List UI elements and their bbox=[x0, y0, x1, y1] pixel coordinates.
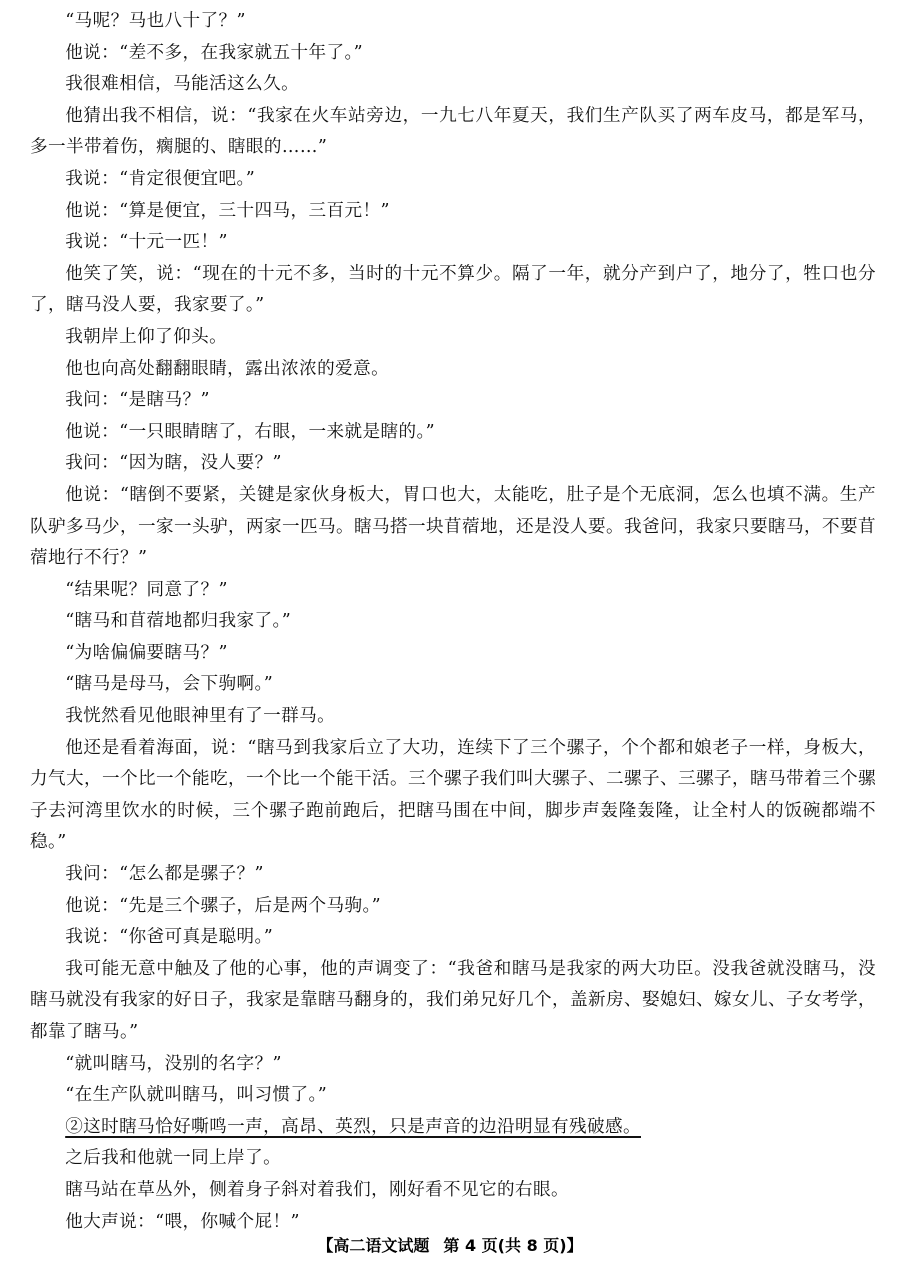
paragraph: 他笑了笑，说：“现在的十元不多，当时的十元不算少。隔了一年，就分产到户了，地分了，牲口也分了，瞎马没人要，我家要了。” bbox=[30, 263, 876, 316]
paragraph: “瞎马是母马，会下驹啊。” bbox=[65, 674, 274, 695]
paragraph: 他说：“瞎倒不要紧，关键是家伙身板大，胃口也大，太能吃，肚子是个无底洞，怎么也填不满。生产队驴多马少，一家一头驴，两家一匹马。瞎马搭一块苜蓿地，还是没人要。我爸问，我家只要瞎马，不要苜蓿地行不行？” bbox=[30, 484, 876, 569]
paragraph: “结果呢？同意了？” bbox=[65, 579, 228, 600]
paragraph: “为啥偏偏要瞎马？” bbox=[65, 642, 228, 663]
paragraph: 之后我和他就一同上岸了。 bbox=[65, 1148, 282, 1169]
paragraph: 他也向高处翻翻眼睛，露出浓浓的爱意。 bbox=[65, 358, 390, 379]
paragraph: 他说：“先是三个骡子，后是两个马驹。” bbox=[65, 895, 382, 916]
paragraph: 他大声说：“喂，你喊个屁！” bbox=[65, 1211, 300, 1232]
underlined-sentence: ②这时瞎马恰好嘶鸣一声，高昂、英烈，只是声音的边沿明显有残破感。 bbox=[65, 1116, 641, 1137]
paragraph: 他说：“一只眼睛瞎了，右眼，一来就是瞎的。” bbox=[65, 421, 436, 442]
paragraph: “瞎马和苜蓿地都归我家了。” bbox=[65, 611, 292, 632]
paragraph: 我说：“肯定很便宜吧。” bbox=[65, 168, 256, 189]
paragraph: 我问：“怎么都是骡子？” bbox=[65, 864, 264, 885]
paragraph: 瞎马站在草丛外，侧着身子斜对着我们，刚好看不见它的右眼。 bbox=[65, 1179, 570, 1200]
paragraph: 我朝岸上仰了仰头。 bbox=[65, 326, 228, 347]
paragraph: 我恍然看见他眼神里有了一群马。 bbox=[65, 706, 336, 727]
paragraph: 他说：“差不多，在我家就五十年了。” bbox=[65, 42, 364, 63]
paragraph: “马呢？马也八十了？” bbox=[65, 11, 246, 31]
paragraph: “就叫瞎马，没别的名字？” bbox=[65, 1053, 282, 1074]
paragraph: 我可能无意中触及了他的心事，他的声调变了：“我爸和瞎马是我家的两大功臣。没我爸就没瞎马，没瞎马就没有我家的好日子，我家是靠瞎马翻身的，我们弟兄好几个，盖新房、娶媳妇、嫁女儿、子女考学，都靠了瞎马。” bbox=[30, 958, 876, 1042]
paragraph: 我问：“因为瞎，没人要？” bbox=[65, 453, 282, 474]
paragraph-underlined bbox=[30, 1112, 876, 1144]
paragraph: 他还是看着海面，说：“瞎马到我家后立了大功，连续下了三个骡子，个个都和娘老子一样，身板大，力气大，一个比一个能吃，一个比一个能干活。三个骡子我们叫大骡子、二骡子、三骡子，瞎马带着三个骡子去河湾里饮水的时候，三个骡子跑前跑后，把瞎马围在中间，脚步声轰隆轰隆，让全村人的饭碗都端不稳。” bbox=[30, 737, 876, 853]
passage-text bbox=[30, 6, 876, 1238]
footer-page-number: 第 4 页(共 8 页)】 bbox=[443, 1236, 583, 1255]
paragraph: 我说：“十元一匹！” bbox=[65, 232, 228, 253]
page-footer bbox=[0, 1233, 900, 1256]
paragraph: 我问：“是瞎马？” bbox=[65, 390, 210, 411]
paragraph: 他说：“算是便宜，三十四马，三百元！” bbox=[65, 200, 390, 221]
paragraph: 我很难相信，马能活这么久。 bbox=[65, 74, 300, 95]
paragraph: 他猜出我不相信，说：“我家在火车站旁边，一九七八年夏天，我们生产队买了两车皮马，都是军马，多一半带着伤，瘸腿的、瞎眼的……” bbox=[30, 105, 876, 158]
footer-title: 【高二语文试题 bbox=[317, 1236, 430, 1255]
paragraph: “在生产队就叫瞎马，叫习惯了。” bbox=[65, 1085, 328, 1106]
paragraph: 我说：“你爸可真是聪明。” bbox=[65, 927, 274, 948]
